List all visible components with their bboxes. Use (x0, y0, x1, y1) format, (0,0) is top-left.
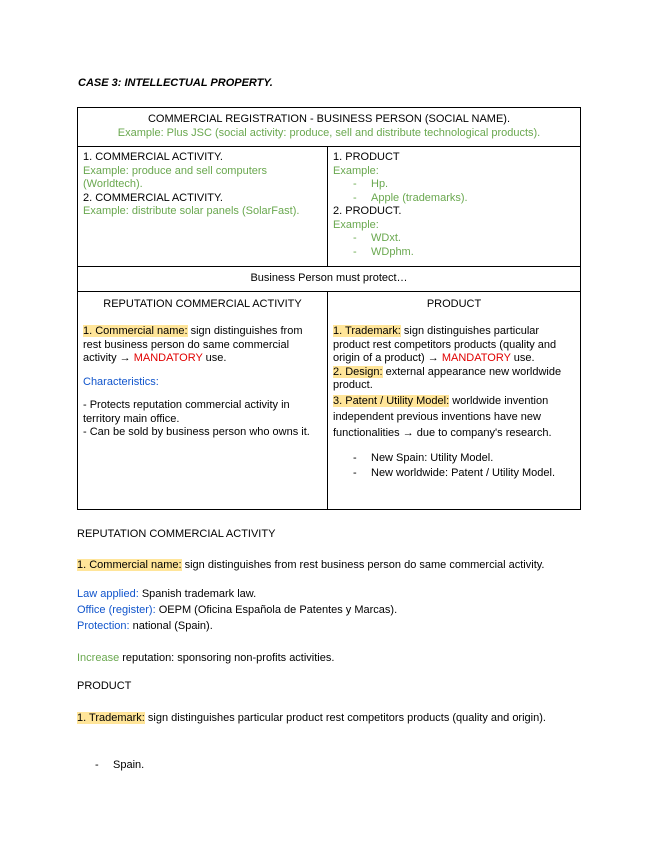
activity-example-2: Example: distribute solar panels (SolarFast). (83, 205, 300, 217)
trademark-text: 1. Trademark: sign distinguishes particular product rest competitors products (quality and origin of a product) → MANDATORY use. (333, 325, 557, 364)
commercial-name-text: 1. Commercial name: sign distinguishes from rest business person do same commercial activity → MANDATORY use. (83, 325, 303, 364)
reputation-section-heading: REPUTATION COMMERCIAL ACTIVITY (77, 528, 276, 540)
product-example-2b: - WDphm. (353, 245, 414, 258)
product-bullet-2: - New worldwide: Patent / Utility Model. (353, 466, 556, 479)
product-example-1a: - Hp. (353, 178, 389, 190)
product-bullet-1: - New Spain: Utility Model. (353, 451, 494, 464)
reputation-heading: REPUTATION COMMERCIAL ACTIVITY (103, 297, 302, 310)
increase-reputation: Increase reputation: sponsoring non-profits activities. (77, 652, 335, 664)
activity-product-row (78, 147, 581, 267)
header-main: COMMERCIAL REGISTRATION - BUSINESS PERSON (SOCIAL NAME). (147, 113, 511, 125)
protect-row (78, 267, 581, 292)
reputation-commercial-name: 1. Commercial name: sign distinguishes from rest business person do same commercial activity. (77, 559, 545, 571)
product-heading: PRODUCT (426, 297, 482, 310)
product-cell (328, 147, 581, 267)
law-applied: Law applied: Spanish trademark law. (77, 588, 257, 600)
reputation-cell (78, 291, 328, 509)
product-example-2a: - WDxt. (353, 232, 401, 244)
page-title: CASE 3: INTELLECTUAL PROPERTY. (78, 77, 273, 89)
activity-item-2: 2. COMMERCIAL ACTIVITY. (83, 191, 223, 204)
activity-example-1: Example: produce and sell computers (Worldtech). (83, 164, 268, 190)
product-example-1b: - Apple (trademarks). (353, 191, 468, 204)
characteristics-label: Characteristics: (83, 375, 159, 388)
design-text: 2. Design: external appearance new worldwide product. (333, 365, 562, 391)
table-header-row (78, 108, 581, 147)
ip-summary-table (77, 107, 581, 510)
commercial-activity-cell (78, 147, 328, 267)
product-bullet-spain: - Spain. (95, 759, 145, 771)
characteristic-2: - Can be sold by business person who owns it. (83, 426, 310, 438)
product-example-label-1: Example: (333, 164, 379, 177)
protection-scope: Protection: national (Spain). (77, 620, 213, 632)
protect-text: Business Person must protect… (78, 267, 581, 292)
product-example-label-2: Example: (333, 218, 379, 231)
product-item-2: 2. PRODUCT. (333, 205, 402, 217)
product-trademark: 1. Trademark: sign distinguishes particular product rest competitors products (quality and origin). (77, 712, 546, 724)
product-item-1: 1. PRODUCT (333, 151, 400, 163)
product-protection-cell (328, 291, 581, 509)
header-example: Example: Plus JSC (social activity: produce, sell and distribute technological products). (117, 126, 541, 139)
activity-item-1: 1. COMMERCIAL ACTIVITY. (83, 151, 223, 163)
office-register: Office (register): OEPM (Oficina Española de Patentes y Marcas). (77, 604, 398, 616)
details-row (78, 291, 581, 509)
product-section-heading: PRODUCT (77, 680, 132, 692)
characteristic-1: - Protects reputation commercial activity in territory main office. (83, 399, 290, 425)
patent-text: 3. Patent / Utility Model: worldwide invention independent previous inventions have new functionalities → due to company's research. (333, 394, 552, 439)
